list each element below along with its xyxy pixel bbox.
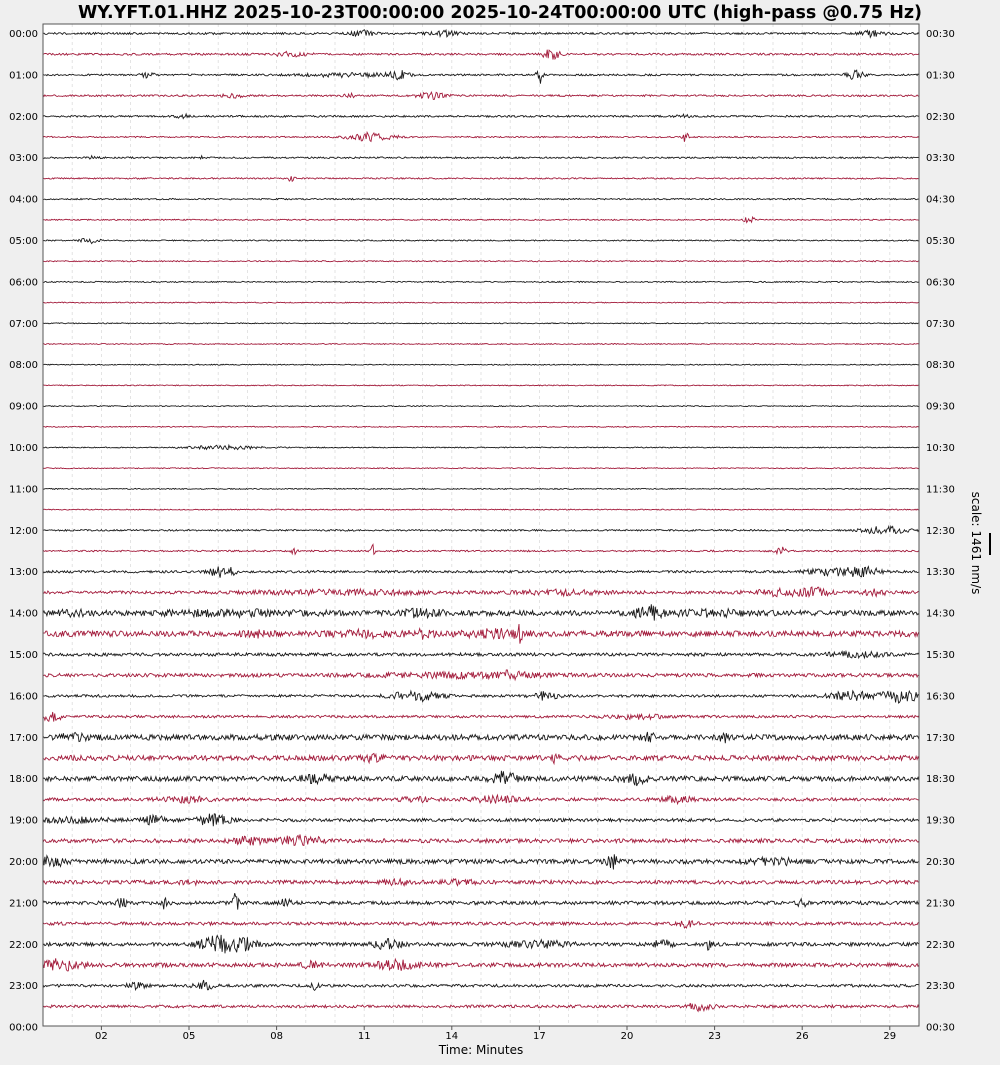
left-hour-label: 15:00 <box>9 650 38 661</box>
left-hour-label: 20:00 <box>9 857 38 868</box>
left-hour-label: 12:00 <box>9 525 38 537</box>
left-hour-label: 17:00 <box>9 732 38 744</box>
x-tick-label: 23 <box>708 1031 721 1042</box>
left-hour-label: 05:00 <box>9 236 38 247</box>
right-hour-label: 20:30 <box>926 857 955 868</box>
chart-title: WY.YFT.01.HHZ 2025-10-23T00:00:00 2025-10-24T00:00:00 UTC (high-pass @0.75 Hz) <box>77 3 923 23</box>
left-hour-label: 14:00 <box>9 608 38 620</box>
x-tick-label: 11 <box>357 1031 371 1042</box>
right-hour-label: 13:30 <box>926 567 955 579</box>
x-tick-label: 26 <box>795 1031 809 1042</box>
right-hour-label: 10:30 <box>926 443 955 454</box>
left-hour-label: 10:00 <box>9 443 38 454</box>
x-tick-label: 17 <box>533 1031 546 1042</box>
left-hour-label: 07:00 <box>9 318 38 330</box>
left-hour-label: 08:00 <box>9 360 38 372</box>
right-hour-label: 06:30 <box>926 277 955 289</box>
left-hour-label: 19:00 <box>9 815 38 827</box>
right-hour-label: 15:30 <box>926 650 955 661</box>
right-hour-label: 05:30 <box>926 236 955 247</box>
left-hour-label: 00:00 <box>9 29 38 40</box>
left-hour-label: 00:00 <box>9 1022 38 1034</box>
scale-label: scale: 1461 nm/s <box>969 491 983 595</box>
left-hour-label: 21:00 <box>9 898 38 910</box>
x-tick-label: 05 <box>182 1031 196 1042</box>
right-hour-label: 23:30 <box>926 981 955 993</box>
right-hour-label: 02:30 <box>926 111 955 123</box>
left-hour-label: 02:00 <box>9 111 38 123</box>
x-axis-label: Time: Minutes <box>438 1043 524 1057</box>
left-hour-label: 13:00 <box>9 567 38 579</box>
right-hour-label: 14:30 <box>926 608 955 620</box>
right-hour-label: 19:30 <box>926 815 955 827</box>
left-hour-label: 18:00 <box>9 774 38 786</box>
x-tick-label: 14 <box>445 1031 459 1042</box>
left-hour-labels <box>9 29 38 1034</box>
left-hour-label: 04:00 <box>9 194 38 206</box>
left-hour-label: 22:00 <box>9 939 38 951</box>
left-hour-label: 23:00 <box>9 981 38 993</box>
right-hour-label: 07:30 <box>926 318 955 330</box>
right-hour-labels <box>926 29 955 1034</box>
x-tick-label: 08 <box>270 1031 283 1042</box>
x-tick-label: 20 <box>620 1031 634 1042</box>
right-hour-label: 11:30 <box>926 484 955 496</box>
right-hour-label: 22:30 <box>926 939 955 951</box>
left-hour-label: 16:00 <box>9 691 38 703</box>
left-hour-label: 11:00 <box>9 484 38 496</box>
x-tick-label: 02 <box>95 1031 108 1042</box>
right-hour-label: 21:30 <box>926 898 955 910</box>
right-hour-label: 00:30 <box>926 29 955 40</box>
left-hour-label: 06:00 <box>9 277 38 289</box>
left-hour-label: 01:00 <box>9 70 38 82</box>
right-hour-label: 09:30 <box>926 401 955 413</box>
x-axis-ticks <box>95 1026 896 1042</box>
right-hour-label: 04:30 <box>926 194 955 206</box>
x-tick-label: 29 <box>883 1031 897 1042</box>
left-hour-label: 09:00 <box>9 401 38 413</box>
left-hour-label: 03:00 <box>9 153 38 165</box>
right-hour-label: 16:30 <box>926 691 955 703</box>
right-hour-label: 01:30 <box>926 70 955 82</box>
right-hour-label: 18:30 <box>926 774 955 786</box>
right-hour-label: 08:30 <box>926 360 955 372</box>
right-hour-label: 00:30 <box>926 1022 955 1034</box>
right-hour-label: 12:30 <box>926 525 955 537</box>
right-hour-label: 17:30 <box>926 732 955 744</box>
right-hour-label: 03:30 <box>926 153 955 165</box>
